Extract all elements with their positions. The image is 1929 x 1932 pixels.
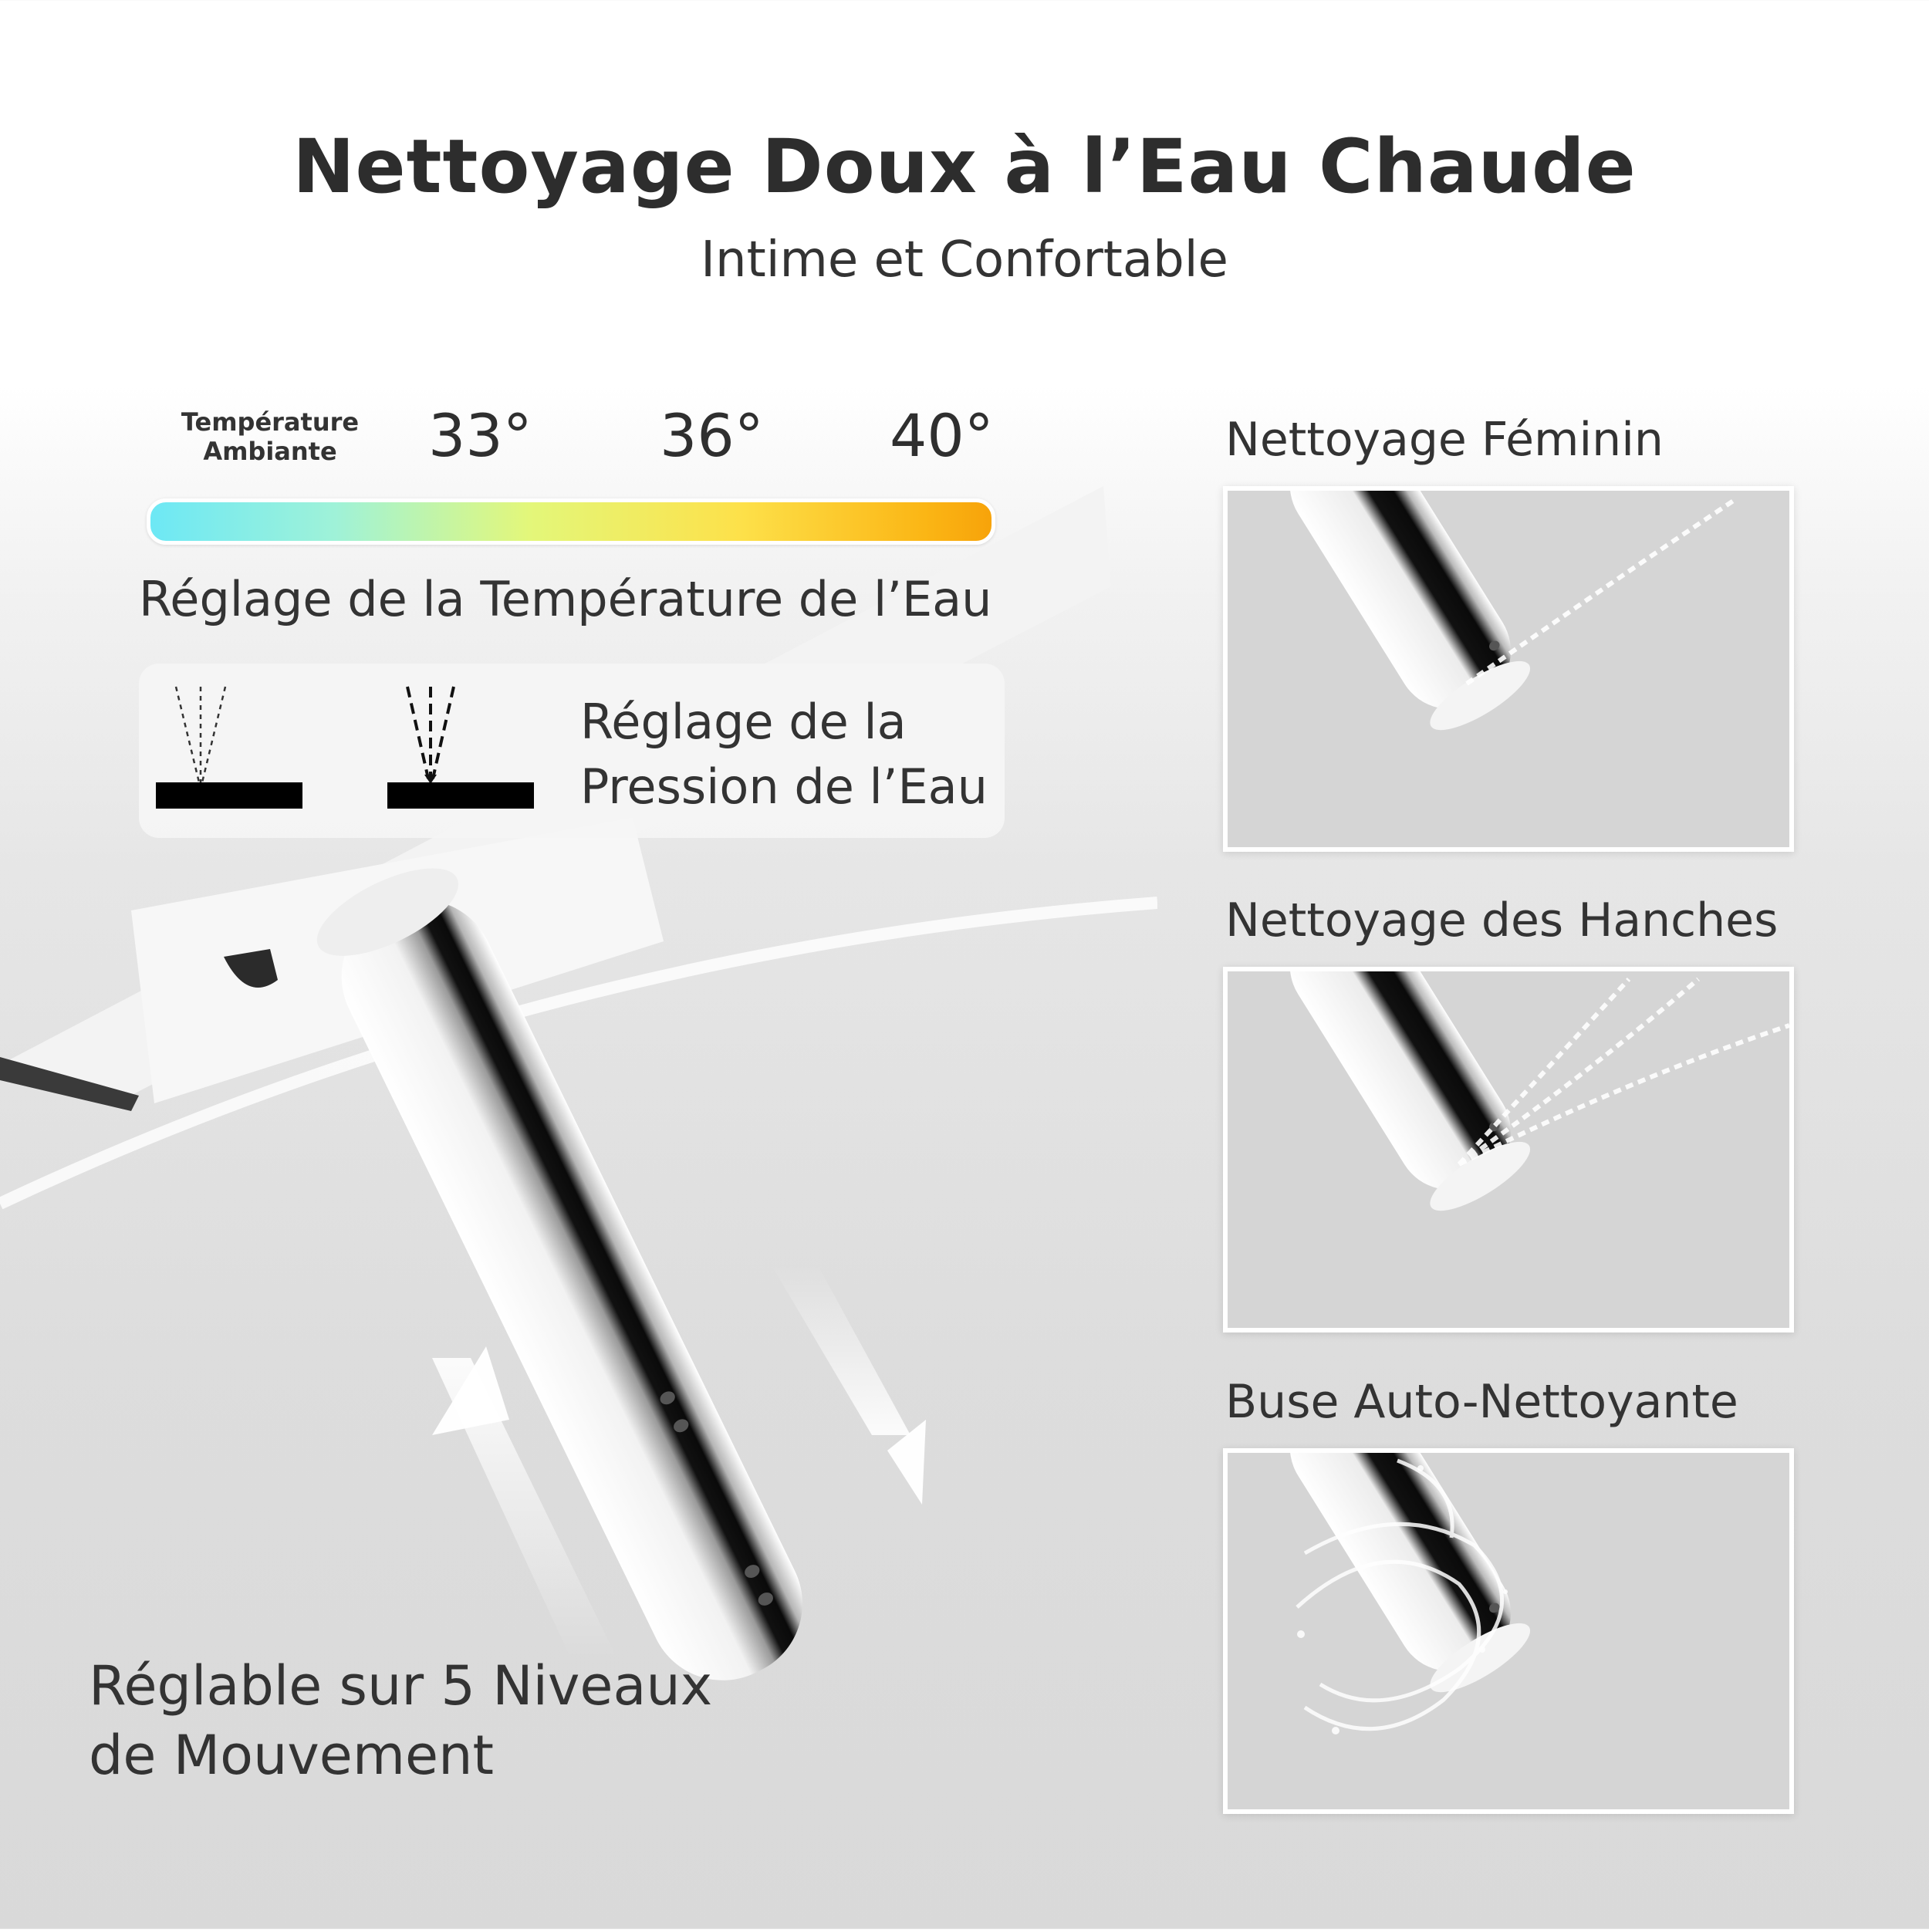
temperature-value-36: 36° — [660, 401, 764, 470]
temperature-value-40: 40° — [890, 401, 994, 470]
temperature-caption: Réglage de la Température de l’Eau — [139, 571, 992, 627]
feature-label-self-cleaning: Buse Auto-Nettoyante — [1225, 1375, 1738, 1429]
low-pressure-icon — [154, 682, 309, 816]
temperature-value-33: 33° — [428, 401, 532, 470]
pressure-caption: Réglage de la Pression de l’Eau — [580, 694, 988, 815]
page-title: Nettoyage Doux à l’Eau Chaude — [292, 123, 1637, 210]
ambient-temperature-label: Température Ambiante — [181, 407, 360, 466]
feature-label-hips: Nettoyage des Hanches — [1225, 893, 1779, 947]
page-subtitle: Intime et Confortable — [701, 231, 1228, 289]
feminine-wash-image — [1223, 486, 1794, 852]
temperature-gradient-bar — [147, 498, 995, 545]
feature-label-feminine: Nettoyage Féminin — [1225, 413, 1664, 467]
self-cleaning-nozzle-image — [1223, 1448, 1794, 1814]
high-pressure-icon — [386, 682, 540, 816]
movement-caption: Réglable sur 5 Niveaux de Mouvement — [89, 1654, 713, 1787]
hip-wash-image — [1223, 967, 1794, 1332]
